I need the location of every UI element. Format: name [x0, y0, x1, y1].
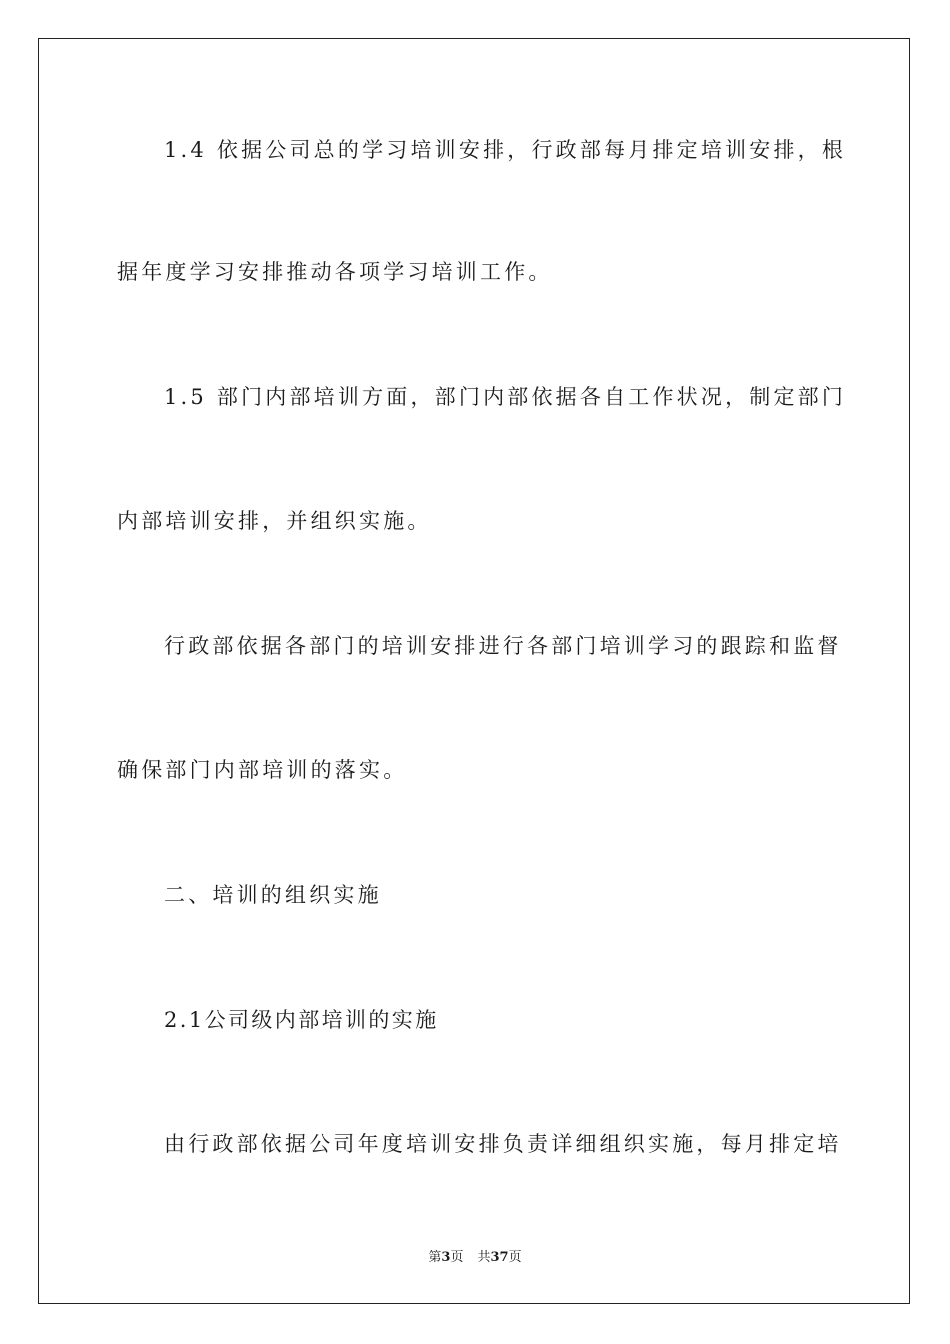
page-number: 3 [441, 1250, 451, 1265]
paragraph-supervision-line-1: 行政部依据各部门的培训安排进行各部门培训学习的跟踪和监督 [164, 634, 842, 658]
total-suffix: 页 [508, 1250, 522, 1265]
paragraph-1-4-line-1: 1.4 依据公司总的学习培训安排，行政部每月排定培训安排，根 [164, 138, 847, 162]
paragraph-supervision-line-2: 确保部门内部培训的落实。 [117, 758, 408, 782]
total-prefix: 共 [477, 1250, 491, 1265]
section-heading-2: 二、培训的组织实施 [164, 883, 382, 907]
paragraph-1-5-line-2: 内部培训安排，并组织实施。 [117, 509, 432, 533]
page-suffix: 页 [450, 1250, 464, 1265]
total-pages: 37 [490, 1250, 509, 1265]
paragraph-1-5-line-1: 1.5 部门内部培训方面，部门内部依据各自工作状况，制定部门 [164, 385, 847, 409]
page-footer [0, 1246, 950, 1265]
paragraph-2-1-line-1: 由行政部依据公司年度培训安排负责详细组织实施，每月排定培 [164, 1132, 842, 1156]
paragraph-1-4-line-2: 据年度学习安排推动各项学习培训工作。 [117, 260, 553, 284]
subsection-heading-2-1: 2.1公司级内部培训的实施 [164, 1008, 439, 1032]
page-border [38, 38, 910, 1304]
page-prefix: 第 [428, 1250, 442, 1265]
